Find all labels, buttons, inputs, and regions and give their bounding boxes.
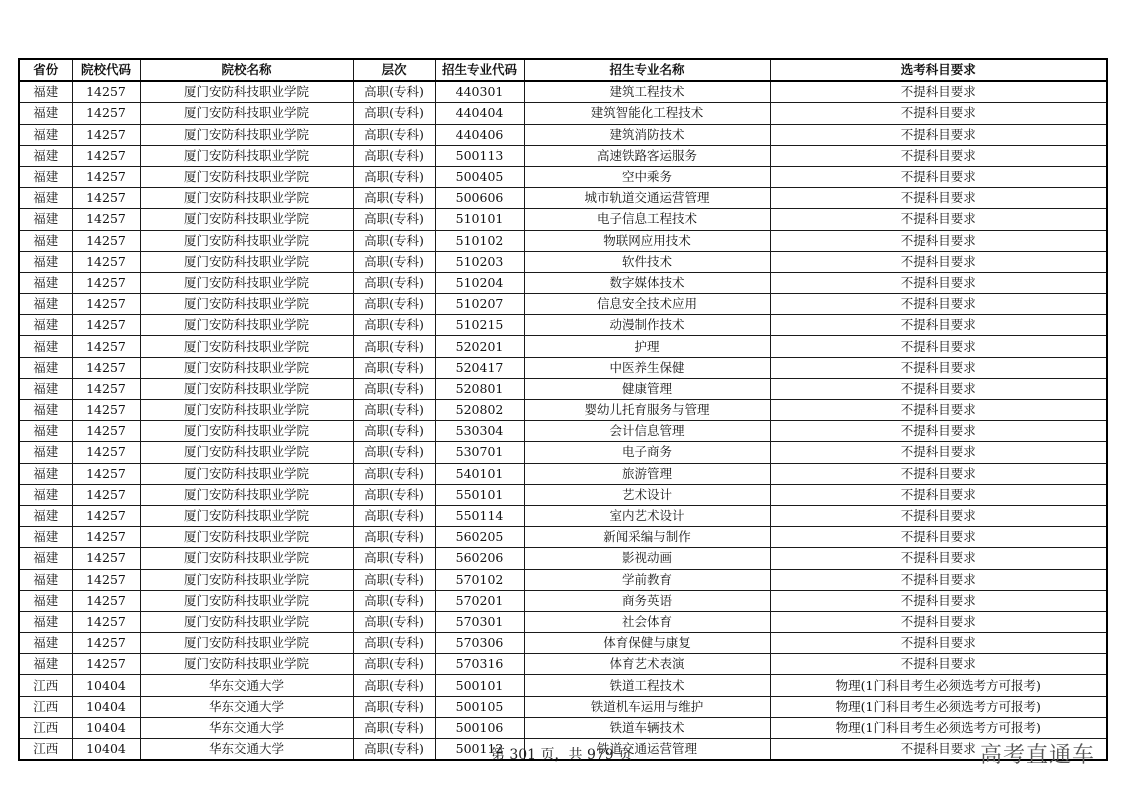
cell-level: 高职(专科) — [353, 739, 435, 761]
cell-school-code: 14257 — [72, 421, 140, 442]
cell-school-code: 14257 — [72, 633, 140, 654]
cell-subject-requirement: 不提科目要求 — [770, 230, 1107, 251]
cell-school-name: 厦门安防科技职业学院 — [140, 463, 353, 484]
cell-major-code: 440406 — [435, 124, 524, 145]
cell-school-code: 14257 — [72, 442, 140, 463]
cell-subject-requirement: 不提科目要求 — [770, 378, 1107, 399]
cell-school-code: 14257 — [72, 463, 140, 484]
cell-province: 福建 — [19, 654, 72, 675]
cell-school-name: 厦门安防科技职业学院 — [140, 505, 353, 526]
cell-school-code: 14257 — [72, 272, 140, 293]
cell-school-name: 华东交通大学 — [140, 717, 353, 738]
cell-school-code: 14257 — [72, 569, 140, 590]
cell-school-name: 华东交通大学 — [140, 739, 353, 761]
table-body — [19, 81, 1107, 760]
cell-school-name: 厦门安防科技职业学院 — [140, 654, 353, 675]
cell-subject-requirement: 不提科目要求 — [770, 209, 1107, 230]
cell-school-name: 厦门安防科技职业学院 — [140, 442, 353, 463]
table-row — [19, 124, 1107, 145]
cell-level: 高职(专科) — [353, 505, 435, 526]
cell-major-code: 550114 — [435, 505, 524, 526]
cell-level: 高职(专科) — [353, 717, 435, 738]
cell-major-code: 510101 — [435, 209, 524, 230]
table-row — [19, 484, 1107, 505]
cell-school-code: 14257 — [72, 315, 140, 336]
cell-province: 江西 — [19, 696, 72, 717]
cell-level: 高职(专科) — [353, 230, 435, 251]
cell-province: 福建 — [19, 124, 72, 145]
table-row — [19, 81, 1107, 103]
table-row — [19, 272, 1107, 293]
cell-province: 福建 — [19, 251, 72, 272]
cell-school-code: 14257 — [72, 654, 140, 675]
cell-level: 高职(专科) — [353, 527, 435, 548]
cell-province: 福建 — [19, 569, 72, 590]
cell-school-name: 厦门安防科技职业学院 — [140, 378, 353, 399]
cell-major-name: 数字媒体技术 — [524, 272, 770, 293]
cell-school-code: 14257 — [72, 378, 140, 399]
table-row — [19, 611, 1107, 632]
cell-subject-requirement: 不提科目要求 — [770, 569, 1107, 590]
table-row — [19, 188, 1107, 209]
cell-province: 福建 — [19, 590, 72, 611]
cell-subject-requirement: 不提科目要求 — [770, 654, 1107, 675]
cell-major-code: 500405 — [435, 166, 524, 187]
admission-table — [18, 58, 1108, 761]
cell-school-code: 14257 — [72, 484, 140, 505]
cell-level: 高职(专科) — [353, 209, 435, 230]
cell-major-code: 500606 — [435, 188, 524, 209]
cell-province: 福建 — [19, 188, 72, 209]
cell-province: 福建 — [19, 145, 72, 166]
cell-subject-requirement: 不提科目要求 — [770, 739, 1107, 761]
cell-province: 福建 — [19, 166, 72, 187]
cell-level: 高职(专科) — [353, 421, 435, 442]
watermark-logo: 高考直通车 — [979, 743, 1095, 768]
header-major-code: 招生专业代码 — [435, 59, 524, 81]
cell-major-name: 铁道车辆技术 — [524, 717, 770, 738]
cell-province: 江西 — [19, 739, 72, 761]
cell-school-name: 厦门安防科技职业学院 — [140, 315, 353, 336]
cell-school-code: 14257 — [72, 357, 140, 378]
cell-major-name: 中医养生保健 — [524, 357, 770, 378]
cell-major-name: 会计信息管理 — [524, 421, 770, 442]
cell-level: 高职(专科) — [353, 548, 435, 569]
cell-school-code: 14257 — [72, 611, 140, 632]
header-province: 省份 — [19, 59, 72, 81]
cell-subject-requirement: 不提科目要求 — [770, 463, 1107, 484]
cell-school-code: 14257 — [72, 505, 140, 526]
table-row — [19, 251, 1107, 272]
cell-major-code: 510203 — [435, 251, 524, 272]
table-row — [19, 230, 1107, 251]
cell-school-code: 14257 — [72, 145, 140, 166]
cell-major-code: 440404 — [435, 103, 524, 124]
cell-major-name: 建筑消防技术 — [524, 124, 770, 145]
cell-major-name: 体育艺术表演 — [524, 654, 770, 675]
cell-level: 高职(专科) — [353, 590, 435, 611]
cell-major-name: 健康管理 — [524, 378, 770, 399]
cell-major-code: 510204 — [435, 272, 524, 293]
cell-school-code: 14257 — [72, 527, 140, 548]
cell-level: 高职(专科) — [353, 103, 435, 124]
cell-level: 高职(专科) — [353, 145, 435, 166]
page-number-footer: 第 301 页，共 979 页 — [490, 747, 633, 763]
cell-province: 江西 — [19, 675, 72, 696]
cell-major-name: 信息安全技术应用 — [524, 294, 770, 315]
cell-school-code: 14257 — [72, 336, 140, 357]
table-row — [19, 103, 1107, 124]
cell-level: 高职(专科) — [353, 357, 435, 378]
cell-province: 福建 — [19, 548, 72, 569]
cell-major-name: 铁道交通运营管理 — [524, 739, 770, 761]
cell-province: 江西 — [19, 717, 72, 738]
cell-subject-requirement: 物理(1门科目考生必须选考方可报考) — [770, 717, 1107, 738]
cell-school-name: 厦门安防科技职业学院 — [140, 81, 353, 103]
cell-subject-requirement: 不提科目要求 — [770, 294, 1107, 315]
cell-major-code: 570102 — [435, 569, 524, 590]
cell-province: 福建 — [19, 484, 72, 505]
cell-school-name: 厦门安防科技职业学院 — [140, 103, 353, 124]
cell-major-name: 铁道机车运用与维护 — [524, 696, 770, 717]
cell-major-code: 570201 — [435, 590, 524, 611]
cell-subject-requirement: 不提科目要求 — [770, 315, 1107, 336]
cell-major-code: 550101 — [435, 484, 524, 505]
cell-school-code: 14257 — [72, 230, 140, 251]
table-row — [19, 166, 1107, 187]
cell-province: 福建 — [19, 81, 72, 103]
cell-school-name: 华东交通大学 — [140, 696, 353, 717]
cell-school-code: 14257 — [72, 294, 140, 315]
cell-subject-requirement: 不提科目要求 — [770, 590, 1107, 611]
cell-subject-requirement: 不提科目要求 — [770, 505, 1107, 526]
table-row — [19, 548, 1107, 569]
cell-subject-requirement: 不提科目要求 — [770, 188, 1107, 209]
cell-school-name: 华东交通大学 — [140, 675, 353, 696]
cell-major-name: 体育保健与康复 — [524, 633, 770, 654]
cell-major-name: 物联网应用技术 — [524, 230, 770, 251]
cell-level: 高职(专科) — [353, 124, 435, 145]
cell-major-name: 电子信息工程技术 — [524, 209, 770, 230]
table-row — [19, 463, 1107, 484]
cell-province: 福建 — [19, 400, 72, 421]
cell-school-code: 10404 — [72, 675, 140, 696]
cell-subject-requirement: 不提科目要求 — [770, 611, 1107, 632]
cell-subject-requirement: 不提科目要求 — [770, 484, 1107, 505]
cell-major-code: 560205 — [435, 527, 524, 548]
cell-province: 福建 — [19, 357, 72, 378]
cell-school-name: 厦门安防科技职业学院 — [140, 188, 353, 209]
table-row — [19, 145, 1107, 166]
cell-major-name: 学前教育 — [524, 569, 770, 590]
cell-level: 高职(专科) — [353, 675, 435, 696]
cell-major-code: 530304 — [435, 421, 524, 442]
table-row — [19, 336, 1107, 357]
cell-school-code: 14257 — [72, 400, 140, 421]
cell-school-code: 10404 — [72, 696, 140, 717]
cell-subject-requirement: 不提科目要求 — [770, 400, 1107, 421]
cell-major-code: 500105 — [435, 696, 524, 717]
cell-school-code: 10404 — [72, 717, 140, 738]
cell-level: 高职(专科) — [353, 569, 435, 590]
cell-major-code: 510215 — [435, 315, 524, 336]
cell-major-name: 室内艺术设计 — [524, 505, 770, 526]
cell-subject-requirement: 不提科目要求 — [770, 81, 1107, 103]
cell-major-code: 500113 — [435, 145, 524, 166]
cell-major-name: 商务英语 — [524, 590, 770, 611]
cell-school-name: 厦门安防科技职业学院 — [140, 294, 353, 315]
cell-major-code: 520801 — [435, 378, 524, 399]
cell-school-name: 厦门安防科技职业学院 — [140, 548, 353, 569]
cell-major-name: 护理 — [524, 336, 770, 357]
cell-major-name: 电子商务 — [524, 442, 770, 463]
cell-subject-requirement: 物理(1门科目考生必须选考方可报考) — [770, 696, 1107, 717]
cell-subject-requirement: 不提科目要求 — [770, 336, 1107, 357]
cell-province: 福建 — [19, 611, 72, 632]
cell-school-name: 厦门安防科技职业学院 — [140, 400, 353, 421]
cell-level: 高职(专科) — [353, 251, 435, 272]
cell-level: 高职(专科) — [353, 294, 435, 315]
cell-major-name: 空中乘务 — [524, 166, 770, 187]
cell-school-name: 厦门安防科技职业学院 — [140, 251, 353, 272]
cell-level: 高职(专科) — [353, 696, 435, 717]
cell-major-name: 影视动画 — [524, 548, 770, 569]
table-row — [19, 675, 1107, 696]
cell-school-name: 厦门安防科技职业学院 — [140, 357, 353, 378]
cell-level: 高职(专科) — [353, 166, 435, 187]
cell-major-name: 高速铁路客运服务 — [524, 145, 770, 166]
cell-province: 福建 — [19, 103, 72, 124]
cell-school-name: 厦门安防科技职业学院 — [140, 527, 353, 548]
cell-school-code: 14257 — [72, 209, 140, 230]
cell-school-code: 14257 — [72, 166, 140, 187]
cell-province: 福建 — [19, 315, 72, 336]
cell-school-name: 厦门安防科技职业学院 — [140, 272, 353, 293]
cell-major-code: 540101 — [435, 463, 524, 484]
cell-major-code: 530701 — [435, 442, 524, 463]
cell-subject-requirement: 不提科目要求 — [770, 527, 1107, 548]
cell-major-name: 婴幼儿托育服务与管理 — [524, 400, 770, 421]
table-row — [19, 654, 1107, 675]
cell-major-code: 510207 — [435, 294, 524, 315]
table-row — [19, 209, 1107, 230]
cell-major-code: 520802 — [435, 400, 524, 421]
table-row — [19, 505, 1107, 526]
cell-school-code: 14257 — [72, 81, 140, 103]
cell-major-name: 软件技术 — [524, 251, 770, 272]
cell-major-code: 520201 — [435, 336, 524, 357]
table-row — [19, 633, 1107, 654]
cell-province: 福建 — [19, 378, 72, 399]
cell-level: 高职(专科) — [353, 463, 435, 484]
cell-major-code: 570301 — [435, 611, 524, 632]
header-school-name: 院校名称 — [140, 59, 353, 81]
table-row — [19, 315, 1107, 336]
cell-subject-requirement: 不提科目要求 — [770, 272, 1107, 293]
table-row — [19, 442, 1107, 463]
cell-major-code: 570306 — [435, 633, 524, 654]
cell-level: 高职(专科) — [353, 188, 435, 209]
cell-school-code: 14257 — [72, 590, 140, 611]
cell-major-name: 旅游管理 — [524, 463, 770, 484]
cell-major-name: 动漫制作技术 — [524, 315, 770, 336]
cell-province: 福建 — [19, 505, 72, 526]
cell-subject-requirement: 不提科目要求 — [770, 166, 1107, 187]
cell-province: 福建 — [19, 442, 72, 463]
cell-subject-requirement: 不提科目要求 — [770, 124, 1107, 145]
cell-major-code: 500112 — [435, 739, 524, 761]
cell-province: 福建 — [19, 421, 72, 442]
cell-level: 高职(专科) — [353, 378, 435, 399]
cell-level: 高职(专科) — [353, 654, 435, 675]
header-school-code: 院校代码 — [72, 59, 140, 81]
table-row — [19, 357, 1107, 378]
cell-subject-requirement: 不提科目要求 — [770, 548, 1107, 569]
cell-school-code: 14257 — [72, 548, 140, 569]
cell-school-name: 厦门安防科技职业学院 — [140, 209, 353, 230]
cell-level: 高职(专科) — [353, 272, 435, 293]
cell-level: 高职(专科) — [353, 611, 435, 632]
cell-province: 福建 — [19, 527, 72, 548]
cell-school-name: 厦门安防科技职业学院 — [140, 230, 353, 251]
cell-province: 福建 — [19, 272, 72, 293]
table-row — [19, 294, 1107, 315]
table-row — [19, 590, 1107, 611]
cell-school-code: 14257 — [72, 188, 140, 209]
cell-school-name: 厦门安防科技职业学院 — [140, 145, 353, 166]
header-major-name: 招生专业名称 — [524, 59, 770, 81]
cell-school-name: 厦门安防科技职业学院 — [140, 633, 353, 654]
cell-level: 高职(专科) — [353, 484, 435, 505]
table-row — [19, 696, 1107, 717]
cell-subject-requirement: 不提科目要求 — [770, 103, 1107, 124]
cell-level: 高职(专科) — [353, 315, 435, 336]
cell-level: 高职(专科) — [353, 400, 435, 421]
table-row — [19, 717, 1107, 738]
header-level: 层次 — [353, 59, 435, 81]
cell-level: 高职(专科) — [353, 336, 435, 357]
cell-major-name: 建筑工程技术 — [524, 81, 770, 103]
cell-subject-requirement: 不提科目要求 — [770, 145, 1107, 166]
cell-subject-requirement: 不提科目要求 — [770, 442, 1107, 463]
cell-school-name: 厦门安防科技职业学院 — [140, 484, 353, 505]
cell-major-code: 560206 — [435, 548, 524, 569]
table-row — [19, 527, 1107, 548]
cell-subject-requirement: 不提科目要求 — [770, 251, 1107, 272]
cell-province: 福建 — [19, 230, 72, 251]
cell-school-name: 厦门安防科技职业学院 — [140, 569, 353, 590]
cell-school-name: 厦门安防科技职业学院 — [140, 124, 353, 145]
cell-school-name: 厦门安防科技职业学院 — [140, 336, 353, 357]
table-row — [19, 378, 1107, 399]
header-subject-requirement: 选考科目要求 — [770, 59, 1107, 81]
cell-major-name: 铁道工程技术 — [524, 675, 770, 696]
cell-level: 高职(专科) — [353, 442, 435, 463]
table-row — [19, 421, 1107, 442]
cell-major-name: 建筑智能化工程技术 — [524, 103, 770, 124]
cell-level: 高职(专科) — [353, 633, 435, 654]
cell-major-code: 520417 — [435, 357, 524, 378]
table-header — [19, 59, 1107, 81]
table-row — [19, 400, 1107, 421]
cell-major-name: 艺术设计 — [524, 484, 770, 505]
cell-major-name: 城市轨道交通运营管理 — [524, 188, 770, 209]
cell-school-name: 厦门安防科技职业学院 — [140, 166, 353, 187]
cell-major-code: 510102 — [435, 230, 524, 251]
cell-subject-requirement: 不提科目要求 — [770, 633, 1107, 654]
cell-level: 高职(专科) — [353, 81, 435, 103]
cell-province: 福建 — [19, 294, 72, 315]
header-row — [19, 59, 1107, 81]
cell-school-name: 厦门安防科技职业学院 — [140, 421, 353, 442]
cell-school-code: 14257 — [72, 251, 140, 272]
cell-major-name: 社会体育 — [524, 611, 770, 632]
cell-major-name: 新闻采编与制作 — [524, 527, 770, 548]
cell-province: 福建 — [19, 633, 72, 654]
cell-school-name: 厦门安防科技职业学院 — [140, 611, 353, 632]
cell-province: 福建 — [19, 463, 72, 484]
cell-school-code: 10404 — [72, 739, 140, 761]
cell-province: 福建 — [19, 336, 72, 357]
cell-major-code: 440301 — [435, 81, 524, 103]
cell-school-code: 14257 — [72, 103, 140, 124]
cell-major-code: 570316 — [435, 654, 524, 675]
cell-subject-requirement: 不提科目要求 — [770, 421, 1107, 442]
cell-school-code: 14257 — [72, 124, 140, 145]
cell-major-code: 500106 — [435, 717, 524, 738]
cell-province: 福建 — [19, 209, 72, 230]
cell-major-code: 500101 — [435, 675, 524, 696]
cell-school-name: 厦门安防科技职业学院 — [140, 590, 353, 611]
cell-subject-requirement: 不提科目要求 — [770, 357, 1107, 378]
table-row — [19, 569, 1107, 590]
cell-subject-requirement: 物理(1门科目考生必须选考方可报考) — [770, 675, 1107, 696]
